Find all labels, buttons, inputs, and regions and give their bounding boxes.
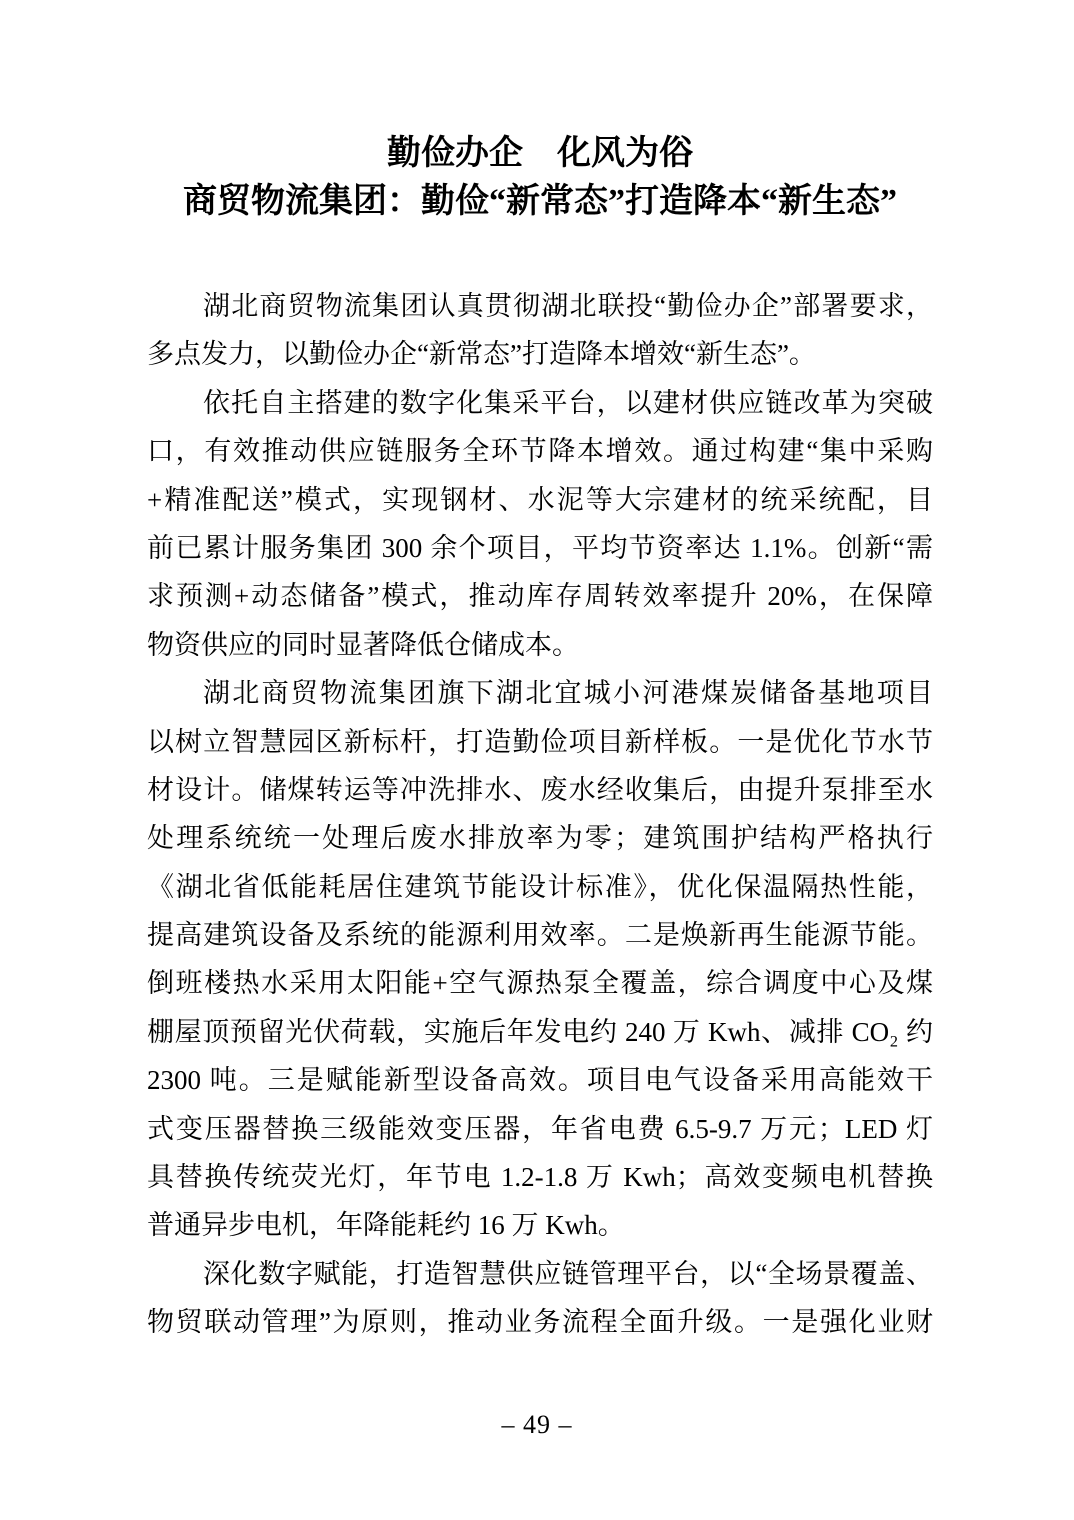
body-line: 依托自主搭建的数字化集采平台，以建材供应链改革为突破 <box>203 387 933 418</box>
body-line: 2300 吨。三是赋能新型设备高效。项目电气设备采用高能效干 <box>147 1065 933 1096</box>
doc-body <box>147 282 933 1347</box>
paragraph <box>147 1250 933 1347</box>
paragraph <box>147 282 933 379</box>
paragraph <box>147 669 933 1250</box>
body-line: 求预测+动态储备”模式，推动库存周转效率提升 20%，在保障 <box>147 581 933 612</box>
body-line: 湖北商贸物流集团认真贯彻湖北联投“勤俭办企”部署要求， <box>203 291 933 321</box>
document-content <box>147 0 933 1347</box>
body-line: 棚屋顶预留光伏荷载，实施后年发电约 240 万 Kwh、减排 CO₂ 约 <box>147 1016 933 1047</box>
page-number: – 49 – <box>501 1410 573 1439</box>
body-line: 前已累计服务集团 300 余个项目，平均节资率达 1.1%。创新“需 <box>147 532 933 563</box>
body-line: 多点发力，以勤俭办企“新常态”打造降本增效“新生态”。 <box>147 339 816 370</box>
body-line: 具替换传统荧光灯，年节电 1.2-1.8 万 Kwh；高效变频电机替换 <box>147 1162 933 1193</box>
doc-title-line-2: 商贸物流集团：勤俭“新常态”打造降本“新生态” <box>183 183 897 220</box>
body-line: 湖北商贸物流集团旗下湖北宜城小河港煤炭储备基地项目 <box>203 678 933 709</box>
body-line: 材设计。储煤转运等冲洗排水、废水经收集后，由提升泵排至水 <box>147 774 933 805</box>
body-line: 提高建筑设备及系统的能源利用效率。二是焕新再生能源节能。 <box>147 920 933 951</box>
doc-title-line-1: 勤俭办企 化风为俗 <box>387 135 693 172</box>
body-line: 口，有效推动供应链服务全环节降本增效。通过构建“集中采购 <box>147 436 933 467</box>
body-line: 式变压器替换三级能效变压器，年省电费 6.5-9.7 万元；LED 灯 <box>147 1113 933 1144</box>
body-line: 《湖北省低能耗居住建筑节能设计标准》，优化保温隔热性能， <box>147 871 933 902</box>
paragraph <box>147 379 933 669</box>
body-line: 普通异步电机，年降能耗约 16 万 Kwh。 <box>147 1210 625 1241</box>
body-line: 物资供应的同时显著降低仓储成本。 <box>147 629 579 660</box>
body-line: +精准配送”模式，实现钢材、水泥等大宗建材的统采统配，目 <box>147 484 933 515</box>
body-line: 处理系统统一处理后废水排放率为零；建筑围护结构严格执行 <box>147 823 933 854</box>
body-line: 物贸联动管理”为原则，推动业务流程全面升级。一是强化业财 <box>147 1307 933 1338</box>
body-line: 以树立智慧园区新标杆，打造勤俭项目新样板。一是优化节水节 <box>147 726 933 757</box>
body-line: 深化数字赋能，打造智慧供应链管理平台，以“全场景覆盖、 <box>203 1258 933 1289</box>
body-line: 倒班楼热水采用太阳能+空气源热泵全覆盖，综合调度中心及煤 <box>147 968 933 999</box>
